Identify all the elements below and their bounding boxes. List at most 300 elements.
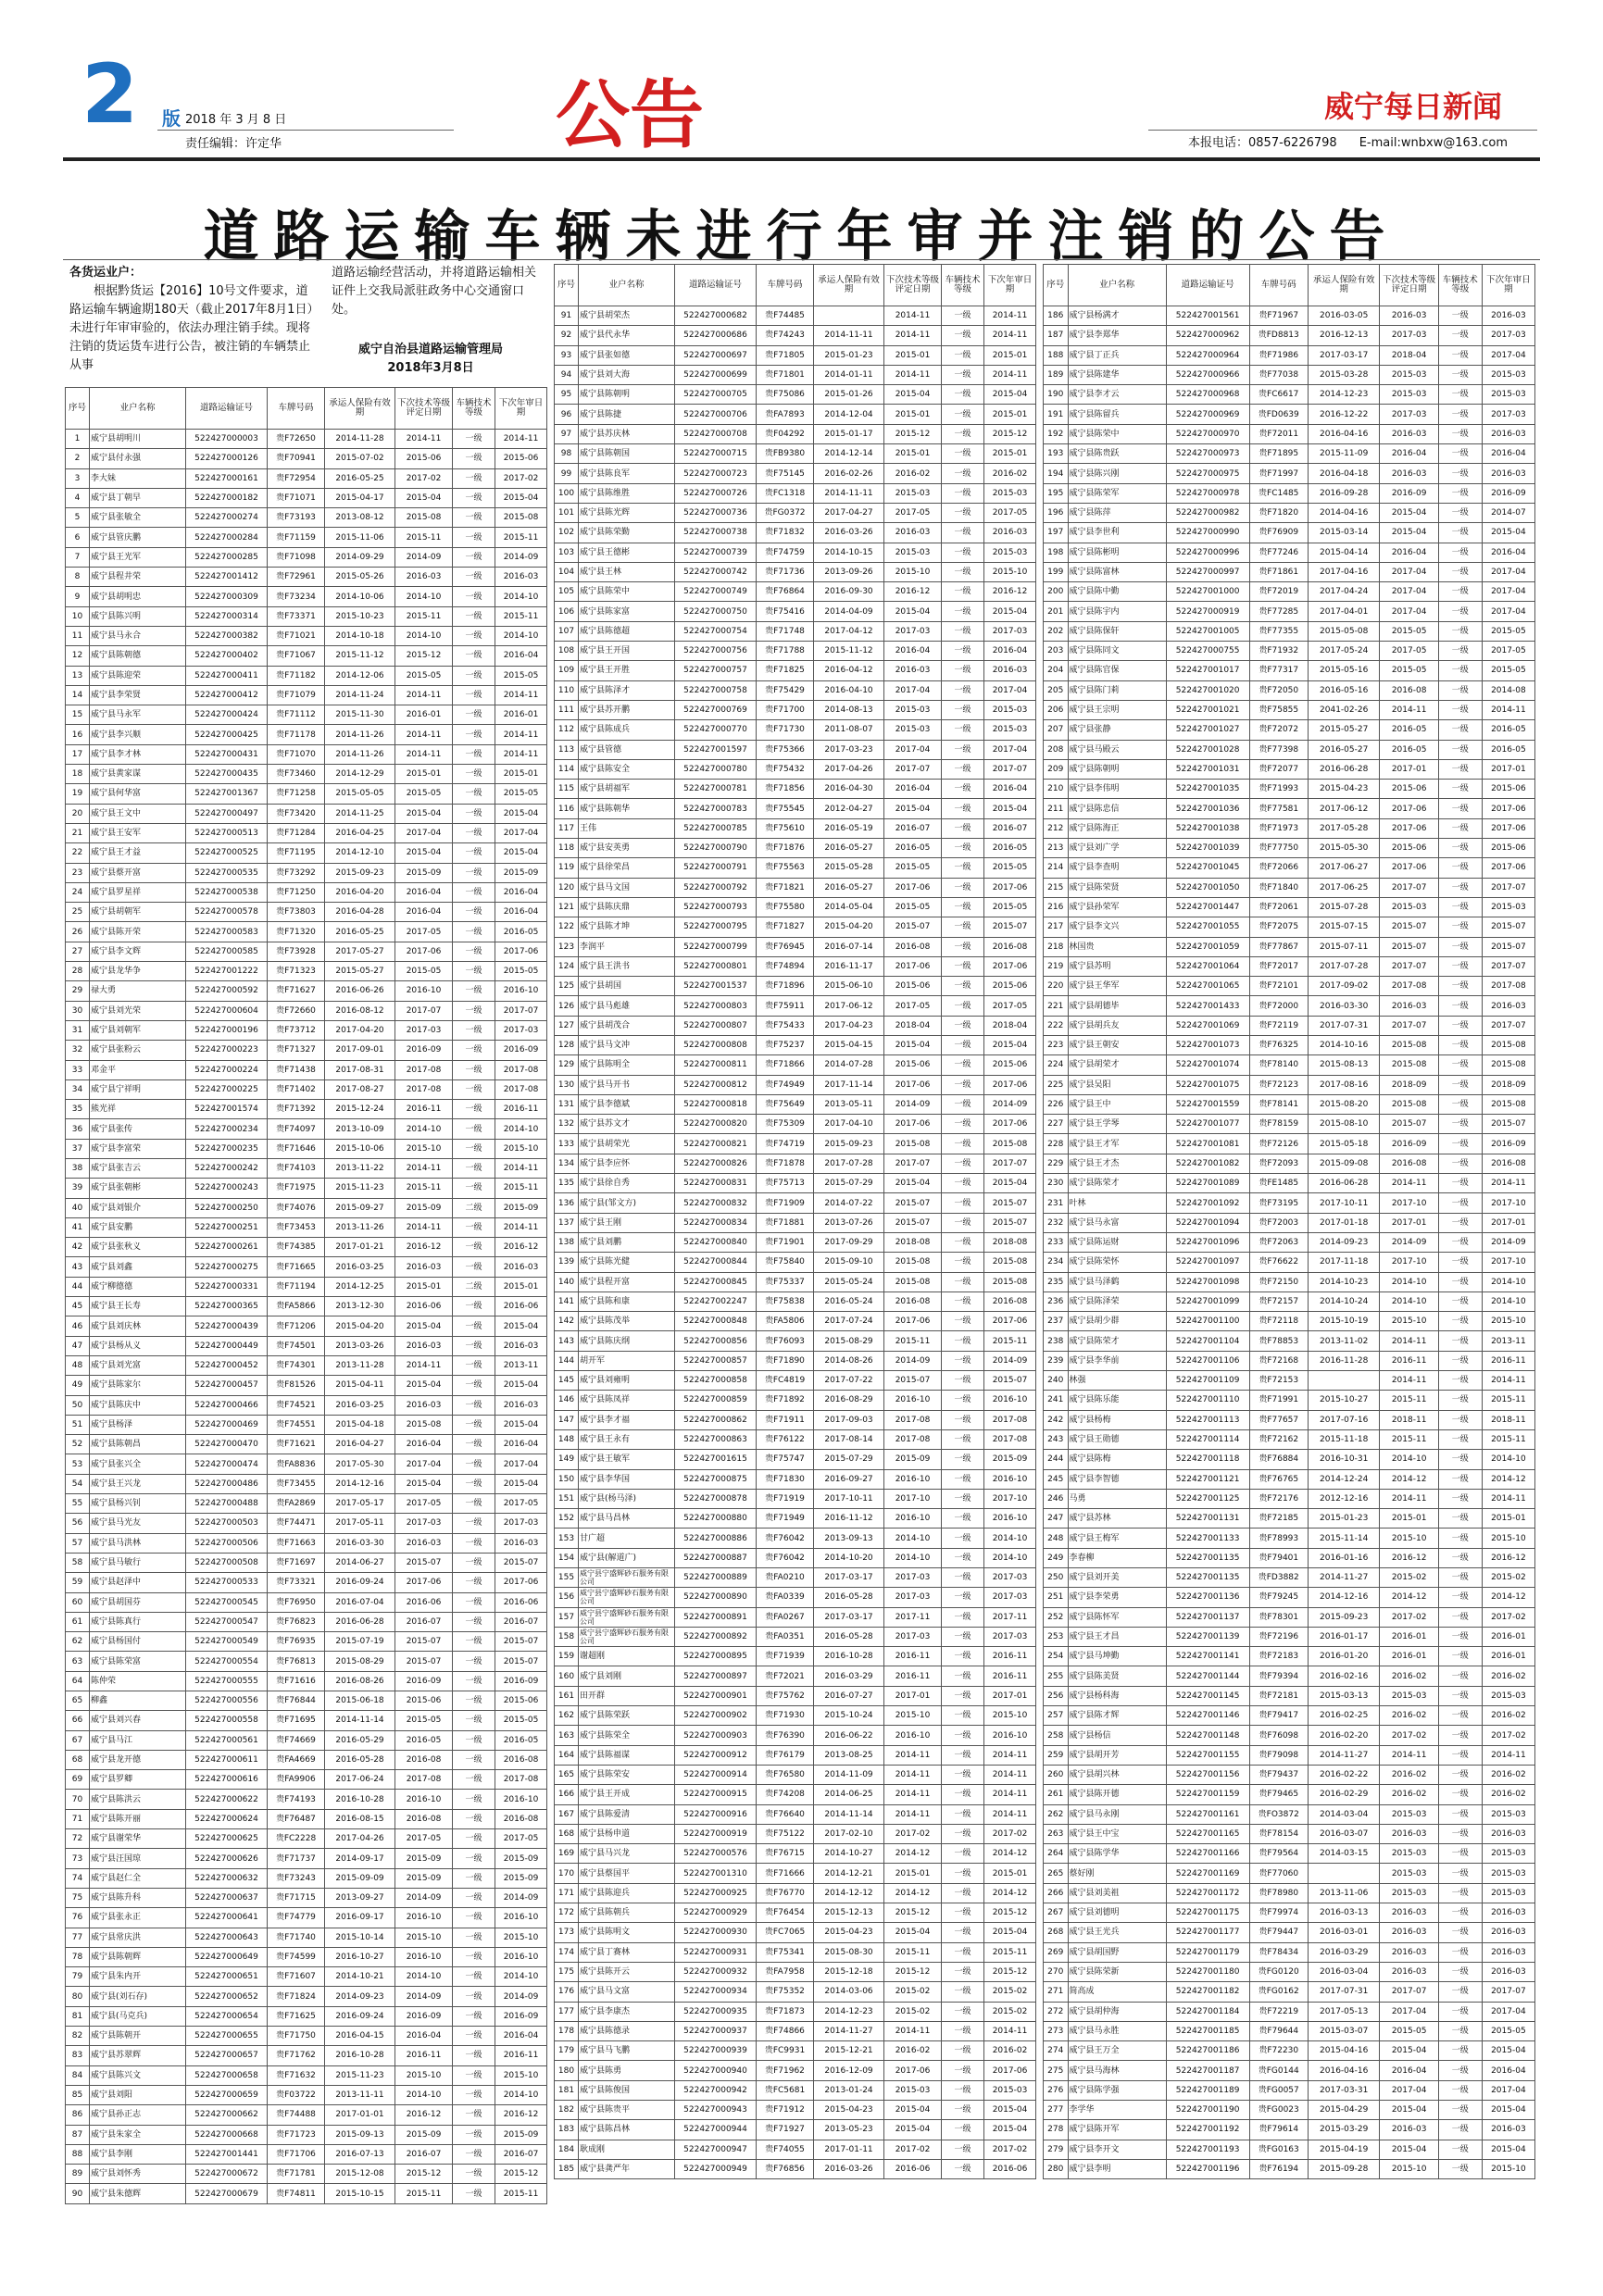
table-cell: 210 [1044, 780, 1069, 799]
table-cell: 2015-12 [395, 2165, 453, 2184]
table-cell: 威宁县陈官保 [1068, 661, 1166, 680]
table-cell: 一级 [1438, 1607, 1482, 1627]
table-cell: 一级 [1438, 2021, 1482, 2040]
table-cell: 一级 [1438, 720, 1482, 740]
table-cell: 贵F75610 [757, 818, 814, 838]
table-cell: 153 [555, 1529, 579, 1548]
table-cell: 2015-04-23 [1308, 780, 1380, 799]
table-cell: 2016-04-15 [325, 2027, 395, 2046]
table-cell: 一级 [1438, 562, 1482, 581]
table-cell: 2017-06 [1380, 799, 1438, 818]
table-cell: 贵F77750 [1249, 839, 1308, 858]
table-cell: 522427001574 [186, 1100, 268, 1119]
issue-date: 2018年3月8日 [387, 361, 474, 375]
table-cell: 贵F74811 [268, 2184, 325, 2203]
table-cell: 2017-01-11 [814, 2140, 884, 2159]
table-cell: 2016-09 [1482, 483, 1534, 503]
table-cell: 2014-11 [395, 1217, 453, 1237]
table-cell: 一级 [1438, 483, 1482, 503]
table-cell: 2015-05 [395, 666, 453, 685]
table-cell: 522427000662 [186, 2105, 268, 2125]
table-cell: 威宁县苏开鹏 [579, 700, 675, 719]
table-cell: 111 [555, 700, 579, 719]
table-cell: 2016-03-30 [325, 1533, 395, 1553]
table-row [1044, 1174, 1535, 1193]
table-cell: 278 [1044, 2120, 1069, 2140]
table-cell: 2017-03 [884, 621, 942, 641]
table-cell: 威宁县胡明川 [90, 430, 186, 449]
table-cell: 威宁县刘大海 [579, 365, 675, 384]
table-cell: 2013-08-12 [325, 508, 395, 528]
table-cell: 2014-11-14 [814, 1804, 884, 1824]
table-cell: 2017-03 [984, 621, 1036, 641]
table-cell: 2016-03 [495, 1336, 547, 1355]
table-cell: 一级 [1438, 1016, 1482, 1035]
table-cell: 威宁县陈凤祥 [579, 1391, 675, 1410]
table-cell: 7 [66, 547, 90, 567]
table-cell: 2015-04 [984, 1035, 1036, 1054]
table-cell: 贵F77060 [1249, 1864, 1308, 1883]
table-cell: 522427000706 [675, 405, 757, 424]
table-cell: 李润平 [579, 937, 675, 956]
table-cell: 242 [1044, 1410, 1069, 1429]
table-cell: 2015-11 [495, 2184, 547, 2203]
table-cell: 2017-04 [1380, 582, 1438, 602]
table-cell: 一级 [1438, 1647, 1482, 1666]
table-cell: 522427001186 [1166, 2041, 1249, 2061]
table-cell: 贵F71737 [268, 1849, 325, 1868]
table-cell: 211 [1044, 799, 1069, 818]
table-cell: 2015-04 [884, 2101, 942, 2120]
table-cell: 243 [1044, 1429, 1069, 1449]
table-row [1044, 1982, 1535, 2002]
table-cell: 58 [66, 1553, 90, 1572]
table-cell: 威宁县陈兴文 [90, 2065, 186, 2085]
table-cell: 一级 [1438, 700, 1482, 719]
table-cell: 2014-12-24 [1308, 1469, 1380, 1489]
table-row [555, 1154, 1036, 1173]
table-cell: 威宁县刘开美 [1068, 1568, 1166, 1588]
table-cell: 威宁县王林 [579, 562, 675, 581]
table-cell: 2016-03-13 [1308, 1903, 1380, 1923]
table-row [66, 1041, 547, 1060]
table-cell: 威宁县陈福谋 [579, 1745, 675, 1765]
table-cell: 贵F71911 [757, 1410, 814, 1429]
table-cell: 2015-11-23 [325, 1179, 395, 1198]
table-cell: 2015-07 [984, 917, 1036, 937]
table-cell: 19 [66, 784, 90, 804]
table-cell: 2016-06-26 [325, 981, 395, 1001]
table-cell: 威宁县陈荣全 [579, 1726, 675, 1745]
table-cell: 2015-09 [395, 1198, 453, 1217]
table-cell: 522427000739 [675, 543, 757, 562]
table-cell: 一级 [453, 1297, 495, 1316]
table-cell: 2016-05 [1482, 720, 1534, 740]
table-cell: 贵F79974 [1249, 1903, 1308, 1923]
table-cell: 一级 [453, 2144, 495, 2164]
table-cell: 2017-06-12 [814, 996, 884, 1016]
table-cell: 一级 [942, 1331, 984, 1351]
table-cell: 威宁县陈梅 [1068, 1450, 1166, 1469]
table-cell: 2016-04 [1482, 543, 1534, 562]
table-cell: 2015-05 [495, 962, 547, 981]
table-cell: 2015-05 [395, 962, 453, 981]
table-cell: 2015-12 [984, 424, 1036, 443]
table-cell: 2017-08-16 [1308, 1075, 1380, 1094]
column-header: 车牌号码 [268, 388, 325, 430]
table-row [555, 1371, 1036, 1391]
table-cell: 一级 [453, 1947, 495, 1966]
table-cell: 522427001098 [1166, 1272, 1249, 1292]
table-row [66, 843, 547, 863]
table-cell: 威宁县管德 [579, 740, 675, 759]
table-cell: 522427001148 [1166, 1726, 1249, 1745]
table-cell: 2016-03 [884, 661, 942, 680]
table-cell: 522427001131 [1166, 1509, 1249, 1529]
table-cell: 2014-11 [495, 1217, 547, 1237]
table-cell: 522427000652 [186, 1987, 268, 2006]
table-cell: 一级 [1438, 1292, 1482, 1311]
table-cell: 贵F78141 [1249, 1094, 1308, 1114]
table-cell: 522427000962 [1166, 326, 1249, 345]
table-cell: 田开群 [579, 1686, 675, 1705]
table-cell: 2017-06 [984, 1115, 1036, 1134]
table-cell: 522427000770 [675, 720, 757, 740]
table-cell: 一级 [453, 882, 495, 902]
table-cell: 威宁县杨梅 [1068, 1410, 1166, 1429]
table-cell: 2017-03 [1482, 405, 1534, 424]
table-cell: 2016-09-24 [325, 1573, 395, 1592]
table-cell: 贵F71700 [757, 700, 814, 719]
table-cell: 522427001561 [1166, 306, 1249, 326]
table-cell: 2016-04 [495, 882, 547, 902]
table-cell: 威宁县王宗明 [1068, 700, 1166, 719]
table-row [555, 424, 1036, 443]
table-row [1044, 1942, 1535, 1962]
table-row [555, 780, 1036, 799]
table-cell: 110 [555, 680, 579, 700]
table-cell: 2015-03-13 [1308, 1686, 1380, 1705]
table-cell: 178 [555, 2021, 579, 2040]
table-cell: 2015-08 [1380, 1094, 1438, 1114]
table-cell: 一级 [453, 1316, 495, 1336]
table-cell: 170 [555, 1864, 579, 1883]
table-cell: 2015-04-18 [325, 1415, 395, 1434]
table-cell: 2015-08 [495, 508, 547, 528]
table-cell: 2018-08 [984, 1232, 1036, 1252]
table-cell: 2017-09-03 [814, 1410, 884, 1429]
table-row [1044, 996, 1535, 1016]
table-row [1044, 1864, 1535, 1883]
table-cell: 249 [1044, 1548, 1069, 1567]
table-cell: 威宁县陈忠信 [1068, 799, 1166, 818]
table-cell: 威宁县李明 [1068, 2159, 1166, 2178]
table-row [66, 1179, 547, 1198]
table-cell: 2018-04 [1380, 345, 1438, 365]
table-cell: 贵F78301 [1249, 1607, 1308, 1627]
table-cell: 一级 [942, 365, 984, 384]
table-cell: 威宁县王敏军 [579, 1450, 675, 1469]
table-cell: 一级 [453, 1632, 495, 1652]
table-cell: 威宁县胡荣杰 [579, 306, 675, 326]
table-cell: 522427001075 [1166, 1075, 1249, 1094]
table-cell: 一级 [1438, 345, 1482, 365]
table-cell: 2013-11-11 [325, 2085, 395, 2104]
table-cell: 一级 [453, 1888, 495, 1907]
table-cell: 2016-06 [495, 1592, 547, 1612]
table-cell: 64 [66, 1671, 90, 1691]
table-row [1044, 700, 1535, 719]
table-cell: 贵F71723 [268, 2125, 325, 2144]
table-cell: 一级 [453, 1355, 495, 1375]
table-cell: 2017-03 [1482, 326, 1534, 345]
table-cell: 贵F73193 [268, 508, 325, 528]
table-cell: 贵F75433 [757, 1016, 814, 1035]
table-cell: 威宁县王安军 [90, 823, 186, 842]
table-cell: 一级 [942, 503, 984, 522]
table-cell: 2016-03 [1482, 1903, 1534, 1923]
table-cell: 522427000578 [186, 903, 268, 922]
table-cell: 威宁县陈泽才 [579, 680, 675, 700]
table-cell: 2016-09-17 [325, 1908, 395, 1928]
table-cell: 2017-03-17 [1308, 345, 1380, 365]
table-cell: 2015-04-17 [325, 488, 395, 507]
table-cell: 2017-04-10 [814, 1115, 884, 1134]
table-cell: 522427001136 [1166, 1588, 1249, 1607]
table-cell: 2016-01-20 [1308, 1647, 1380, 1666]
table-cell: 一级 [453, 1573, 495, 1592]
table-cell: 522427000803 [675, 996, 757, 1016]
table-cell: 威宁县张敏全 [90, 508, 186, 528]
table-cell: 522427001190 [1166, 2101, 1249, 2120]
table-cell: 2017-10 [884, 1489, 942, 1508]
table-cell: 一级 [942, 2140, 984, 2159]
table-cell: 2018-09 [1482, 1075, 1534, 1094]
table-cell: 522427000331 [186, 1277, 268, 1296]
table-cell: 28 [66, 962, 90, 981]
table-cell: 贵F78993 [1249, 1529, 1308, 1548]
table-cell: 一级 [1438, 602, 1482, 621]
table-cell: 贵F79465 [1249, 1785, 1308, 1804]
table-cell: 2016-08 [1380, 1154, 1438, 1173]
table-row [66, 981, 547, 1001]
table-cell: 贵F71284 [268, 823, 325, 842]
table-cell: 2015-07-15 [1308, 917, 1380, 937]
table-cell: 2017-07 [984, 759, 1036, 779]
table-cell: 522427000862 [675, 1410, 757, 1429]
table-cell: 2017-01 [1380, 1213, 1438, 1232]
table-cell: 55 [66, 1494, 90, 1514]
table-cell: 一级 [453, 2065, 495, 2085]
table-cell: 522427000943 [675, 2101, 757, 2120]
table-cell: 2017-03 [1380, 405, 1438, 424]
table-cell: 522427000654 [186, 2006, 268, 2026]
table-cell: 2015-09 [395, 1849, 453, 1868]
table-cell: 522427001028 [1166, 740, 1249, 759]
table-cell: 威宁县张吉云 [90, 1158, 186, 1178]
vehicle-table-2 [554, 264, 1035, 2179]
vehicle-table [554, 264, 1036, 2179]
table-cell: 2017-08 [1380, 977, 1438, 996]
table-cell: 2014-12 [884, 1883, 942, 1903]
table-cell: 贵F71967 [1249, 306, 1308, 326]
table-cell: 威宁县陈才坤 [579, 917, 675, 937]
table-cell: 189 [1044, 365, 1069, 384]
table-cell: 威宁县李荣勇 [1068, 1588, 1166, 1607]
table-row [1044, 680, 1535, 700]
table-row [1044, 1075, 1535, 1094]
table-cell: 一级 [942, 385, 984, 405]
table-cell: 耿成刚 [579, 2140, 675, 2159]
table-cell: 贵FG0162 [1249, 1982, 1308, 2002]
table-cell: 威宁县陈成兵 [579, 720, 675, 740]
table-cell: 2015-05 [884, 858, 942, 878]
table-cell: 威宁县杨信 [1068, 1726, 1166, 1745]
table-cell: 2017-04 [1482, 345, 1534, 365]
table-cell: 一级 [453, 1100, 495, 1119]
table-cell: 2016-03 [1380, 306, 1438, 326]
table-cell: 贵F71178 [268, 725, 325, 744]
table-cell: 2015-08-20 [1308, 1094, 1380, 1114]
table-cell: 一级 [453, 1553, 495, 1572]
table-cell: 一级 [1438, 1134, 1482, 1154]
table-cell: 2013-11-26 [325, 1217, 395, 1237]
table-cell: 2014-08-26 [814, 1351, 884, 1370]
table-cell: 贵F72011 [1249, 424, 1308, 443]
table-cell: 2015-03 [1482, 385, 1534, 405]
table-cell: 2015-02 [984, 1982, 1036, 2002]
table-cell: 2016-05-28 [814, 1588, 884, 1607]
table-cell: 2016-05 [1380, 740, 1438, 759]
table-cell: 贵F74103 [268, 1158, 325, 1178]
table-cell: 2014-09 [495, 1987, 547, 2006]
table-cell: 80 [66, 1987, 90, 2006]
table-cell: 2016-02 [1482, 1666, 1534, 1686]
table-row [555, 602, 1036, 621]
table-cell: 威宁县王兴龙 [90, 1474, 186, 1493]
table-cell: 一级 [942, 621, 984, 641]
table-cell: 威宁县王才昌 [1068, 1627, 1166, 1646]
table-cell: 522427000251 [186, 1217, 268, 1237]
table-row [555, 1016, 1036, 1035]
table-cell: 2017-05-17 [325, 1494, 395, 1514]
table-cell: 522427000554 [186, 1652, 268, 1671]
table-cell: 2016-02 [884, 2041, 942, 2061]
table-cell: 106 [555, 602, 579, 621]
table-cell: 2017-05 [495, 1494, 547, 1514]
table-cell: 522427001412 [186, 568, 268, 587]
table-cell: 2015-08 [984, 1253, 1036, 1272]
table-cell: 522427000903 [675, 1726, 757, 1745]
table-cell: 2017-04 [495, 1454, 547, 1474]
table-cell: 2016-04-12 [814, 661, 884, 680]
table-row [555, 1686, 1036, 1705]
table-cell: 一级 [453, 1020, 495, 1040]
table-cell: 2014-11 [884, 306, 942, 326]
table-cell: 140 [555, 1272, 579, 1292]
table-cell: 一级 [453, 725, 495, 744]
table-cell: 250 [1044, 1568, 1069, 1588]
table-cell: 贵F71840 [1249, 878, 1308, 897]
table-cell: 522427001222 [186, 962, 268, 981]
table-cell: 2017-05 [884, 503, 942, 522]
table-cell: 威宁县张兴全 [90, 1454, 186, 1474]
table-row [555, 1450, 1036, 1469]
table-cell: 2016-04-30 [814, 780, 884, 799]
table-cell: 2016-09 [495, 2006, 547, 2026]
table-cell: 2015-11 [984, 1942, 1036, 1962]
table-cell: 贵F74471 [268, 1514, 325, 1533]
table-cell: 2016-03 [395, 1257, 453, 1277]
table-cell: 522427001036 [1166, 799, 1249, 818]
table-cell: 贵F72181 [1249, 1686, 1308, 1705]
table-cell: 贵F71021 [268, 626, 325, 645]
table-cell: 一级 [453, 2184, 495, 2203]
table-row [555, 1923, 1036, 1942]
table-cell: 贵F71986 [1249, 345, 1308, 365]
table-cell: 李大妹 [90, 468, 186, 488]
table-cell: 2017-02 [984, 1824, 1036, 1843]
table-header-row [66, 388, 547, 430]
table-cell: 522427000780 [675, 759, 757, 779]
table-cell: 2016-06-28 [325, 1612, 395, 1631]
table-cell: 2014-11 [984, 1765, 1036, 1784]
table-cell: 一级 [453, 1474, 495, 1493]
table-cell: 2015-09-09 [325, 1868, 395, 1888]
table-cell: 威宁县陈留兵 [1068, 405, 1166, 424]
table-cell: 232 [1044, 1213, 1069, 1232]
table-cell: 2015-03 [1482, 1804, 1534, 1824]
table-cell: 148 [555, 1429, 579, 1449]
table-cell: 522427000808 [675, 1035, 757, 1054]
table-row [1044, 503, 1535, 522]
table-cell: 威宁县陈光健 [579, 1253, 675, 1272]
table-cell: 2015-10 [1380, 2159, 1438, 2178]
table-cell: 贵F72230 [1249, 2041, 1308, 2061]
table-cell: 威宁县杨泽 [90, 1415, 186, 1434]
table-cell: 威宁县陈德录 [579, 2021, 675, 2040]
table-cell: 191 [1044, 405, 1069, 424]
table-cell: 522427000632 [186, 1868, 268, 1888]
table-cell: 2014-09-23 [325, 1987, 395, 2006]
table-cell: 2016-09-27 [814, 1469, 884, 1489]
table-cell: 2016-03 [495, 568, 547, 587]
table-cell: 贵F76580 [757, 1765, 814, 1784]
table-cell: 2016-08 [884, 1292, 942, 1311]
table-cell: 2017-04-01 [1308, 602, 1380, 621]
table-cell: 522427001135 [1166, 1568, 1249, 1588]
table-cell: 2017-04 [1380, 562, 1438, 581]
table-cell: 2015-11 [395, 1179, 453, 1198]
table-cell: 522427000801 [675, 956, 757, 976]
table-cell: 贵F71706 [268, 2144, 325, 2164]
table-cell: 2015-10 [1482, 2159, 1534, 2178]
table-cell: 522427000649 [186, 1947, 268, 1966]
notice-body-cont [332, 264, 545, 319]
table-cell: 522427000547 [186, 1612, 268, 1631]
table-cell: 260 [1044, 1765, 1069, 1784]
table-cell: 2017-04 [395, 823, 453, 842]
table-cell: 2017-07 [984, 1154, 1036, 1173]
table-row [1044, 345, 1535, 365]
table-cell: 一级 [453, 1652, 495, 1671]
table-cell: 2017-01 [1482, 759, 1534, 779]
table-row [1044, 562, 1535, 581]
table-cell: 2016-10 [984, 1509, 1036, 1529]
table-row [66, 1514, 547, 1533]
table-cell: 威宁县王才军 [1068, 1134, 1166, 1154]
table-cell: 522427000309 [186, 587, 268, 606]
